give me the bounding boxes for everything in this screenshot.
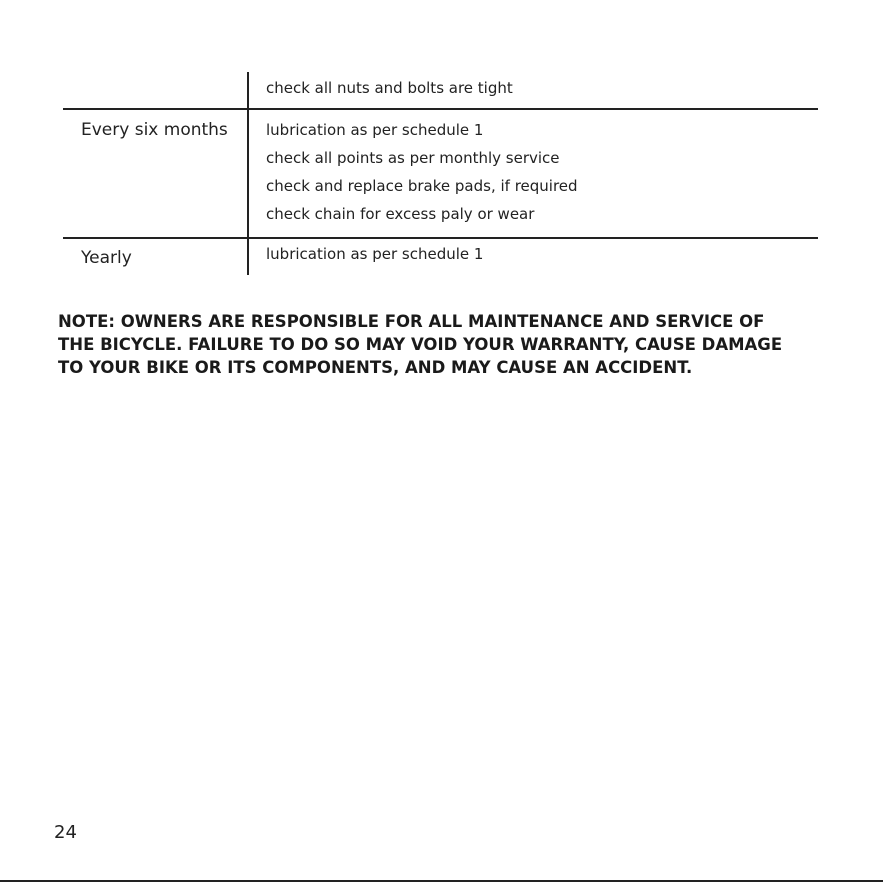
row-separator bbox=[63, 237, 818, 239]
schedule-period: Yearly bbox=[81, 248, 132, 268]
schedule-task: check chain for excess paly or wear bbox=[266, 205, 535, 223]
page-bottom-border bbox=[0, 880, 883, 882]
column-divider bbox=[247, 72, 249, 275]
page-number: 24 bbox=[54, 822, 77, 843]
note-line: TO YOUR BIKE OR ITS COMPONENTS, AND MAY CAUSE AN ACCIDENT. bbox=[58, 358, 693, 377]
note-line: NOTE: OWNERS ARE RESPONSIBLE FOR ALL MAINTENANCE AND SERVICE OF bbox=[58, 312, 765, 331]
maintenance-note bbox=[58, 310, 828, 379]
schedule-task: lubrication as per schedule 1 bbox=[266, 121, 484, 139]
note-line: THE BICYCLE. FAILURE TO DO SO MAY VOID YOUR WARRANTY, CAUSE DAMAGE bbox=[58, 335, 783, 354]
schedule-task: check all nuts and bolts are tight bbox=[266, 79, 513, 97]
schedule-task: check all points as per monthly service bbox=[266, 149, 560, 167]
schedule-task: check and replace brake pads, if required bbox=[266, 177, 578, 195]
schedule-task: lubrication as per schedule 1 bbox=[266, 245, 484, 263]
schedule-period: Every six months bbox=[81, 120, 228, 140]
row-separator bbox=[63, 108, 818, 110]
